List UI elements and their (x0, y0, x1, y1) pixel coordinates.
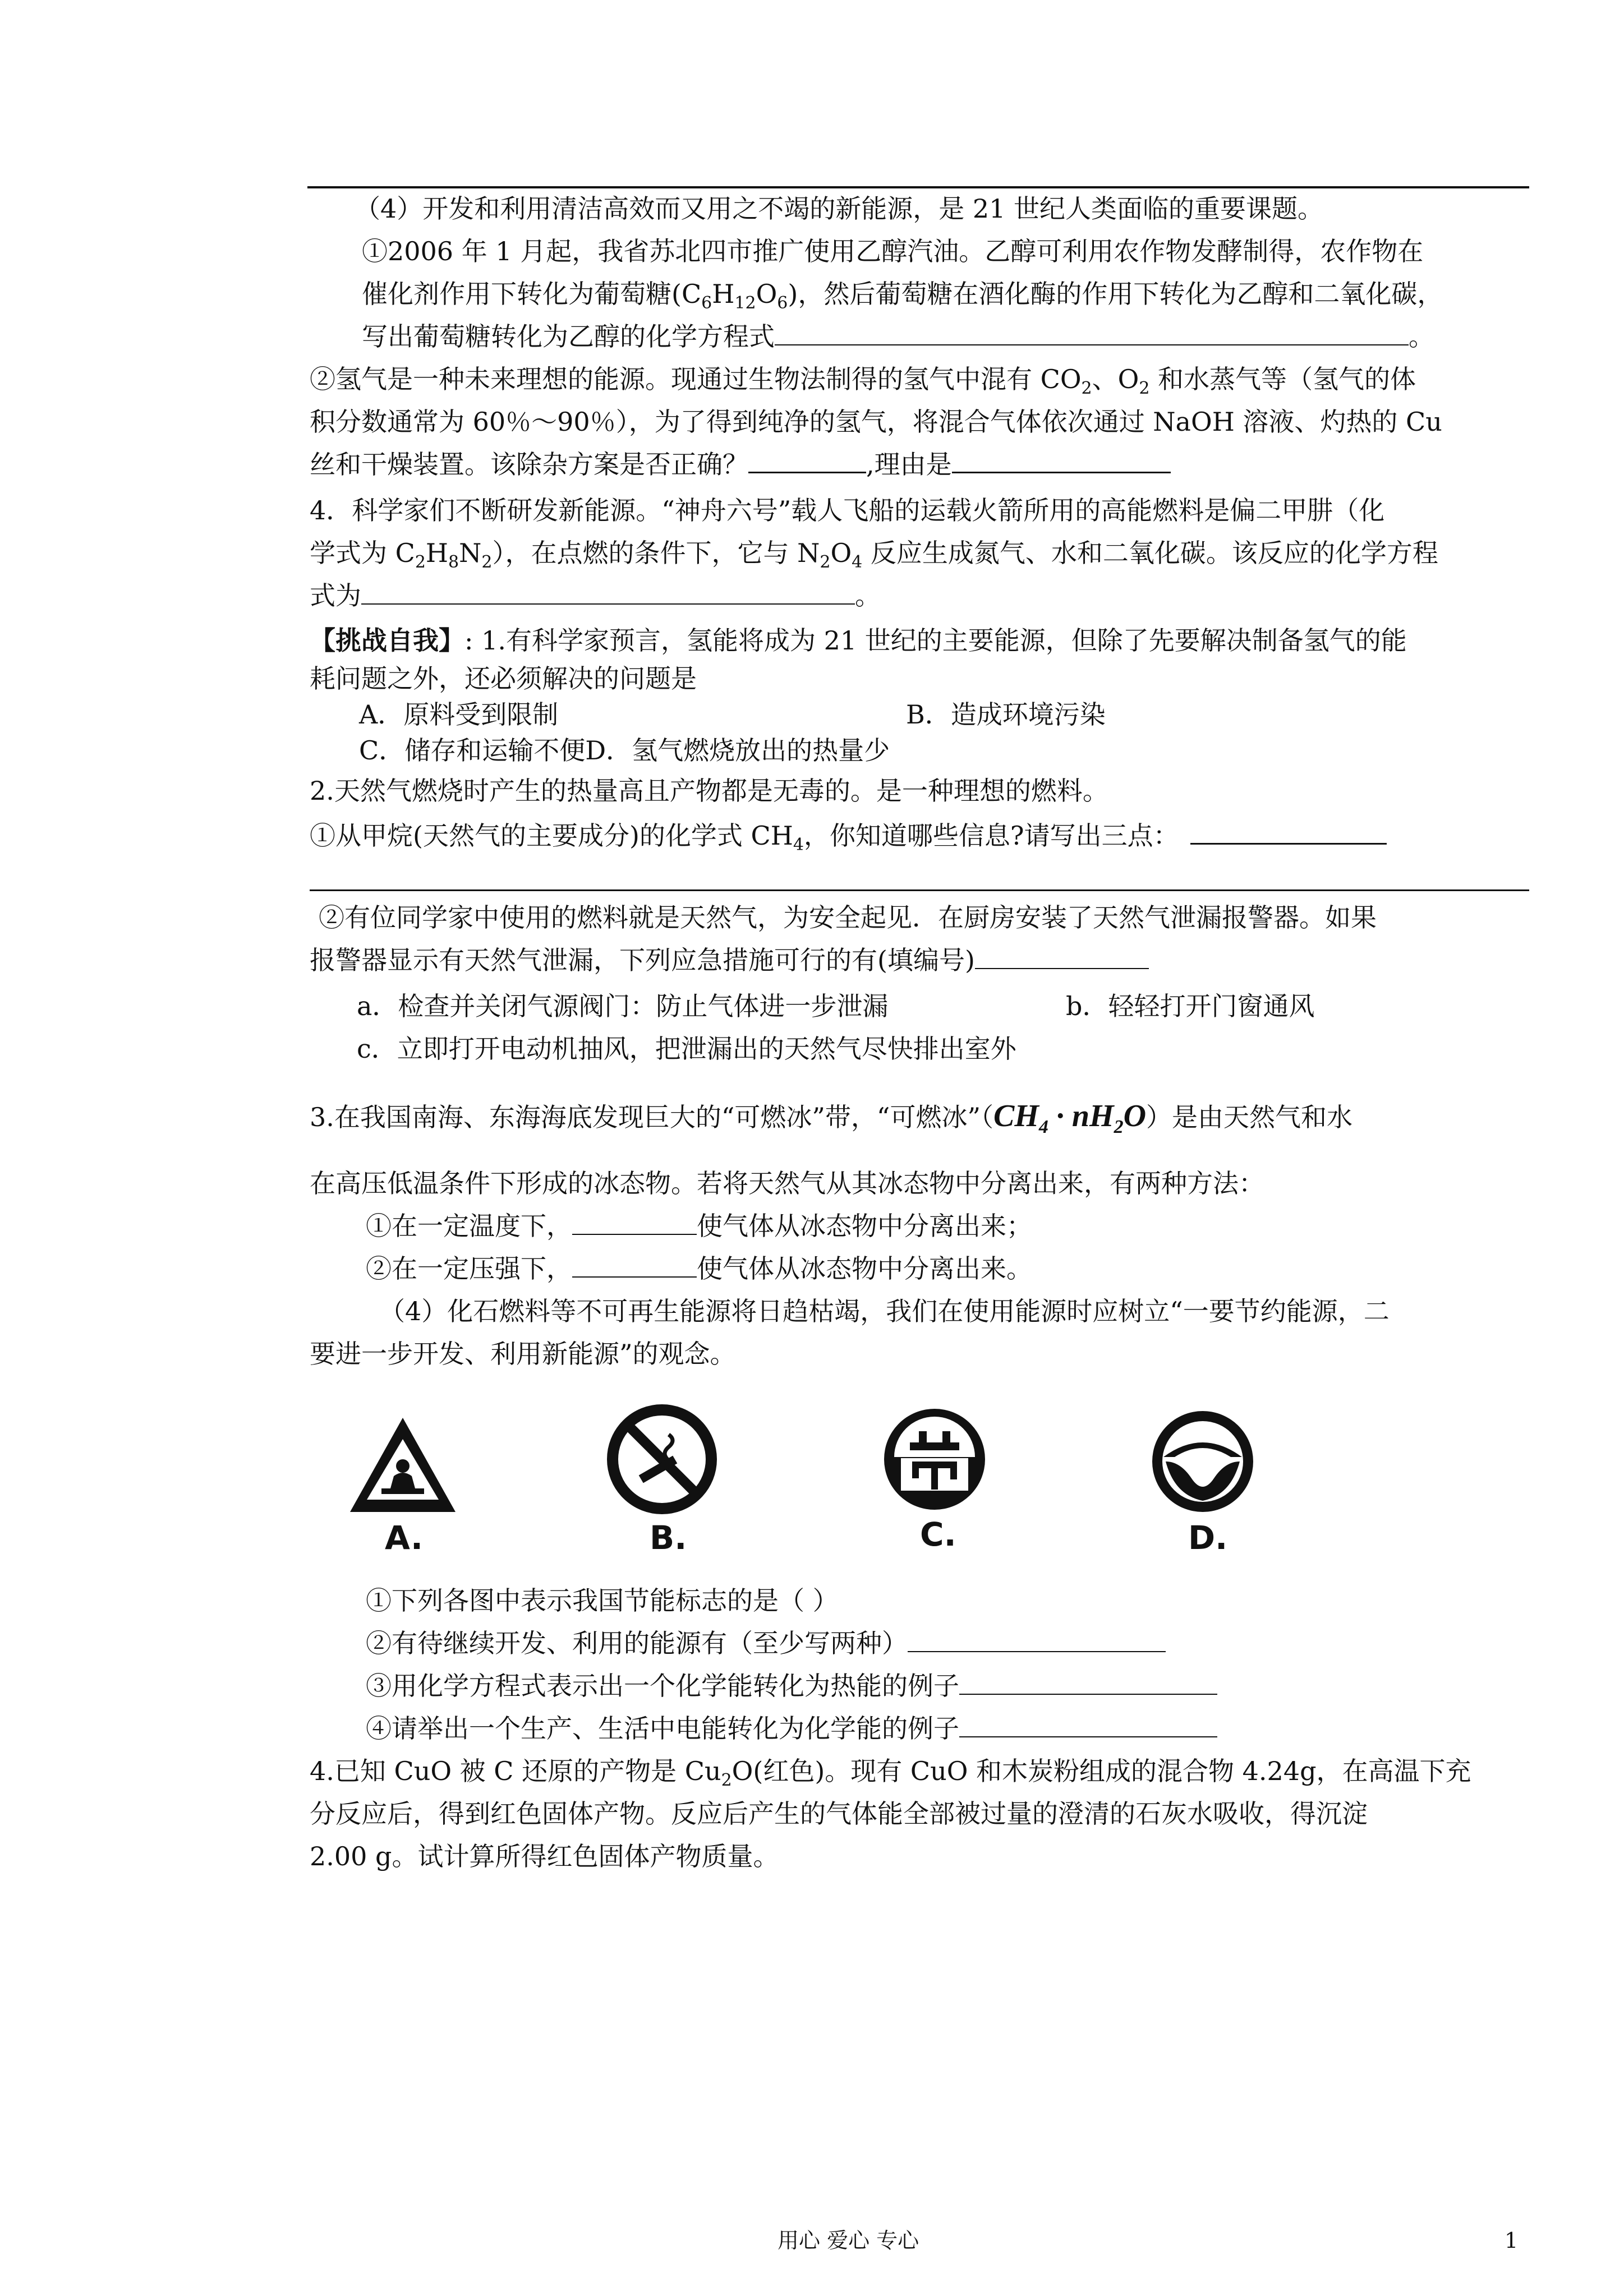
ethanol-line3: 写出葡萄糖转化为乙醇的化学方程式 。 (362, 321, 1434, 352)
methane-info-blank[interactable] (1190, 820, 1387, 845)
sign-d (1147, 1405, 1259, 1518)
water-saving-icon (1147, 1405, 1259, 1518)
q3-line1: 3.在我国南海、东海海底发现巨大的“可燃冰”带，“可燃冰$”(CH_4 \cdot nH_2O)$是由天然气和水 (310, 1099, 1353, 1137)
combustible-ice-formula: $CH_4 \cdot nH_2O$ (993, 1099, 1147, 1137)
rocket-equation-blank[interactable] (361, 581, 855, 605)
q2-line3: ②有位同学家中使用的燃料就是天然气，为安全起见．在厨房安装了天然气泄漏报警器。如果 (319, 902, 1377, 933)
sign-question-2: ②有待继续开发、利用的能源有（至少写两种） (366, 1626, 1166, 1660)
sign-c (878, 1403, 991, 1515)
footer-slogan: 用心 爱心 专心 (778, 2228, 919, 2253)
sign-question-4: ④请举出一个生产、生活中电能转化为化学能的例子 (366, 1712, 1217, 1745)
q3-method1: ①在一定温度下， 使气体从冰态物中分离出来； (366, 1211, 1032, 1241)
q3-line2: 在高压低温条件下形成的冰态物。若将天然气从其冰态物中分离出来，有两种方法： (310, 1168, 1264, 1198)
challenge-option-b: B．造成环境污染 (906, 699, 1106, 730)
q4c-line3: 2.00 g。试计算所得红色固体产物质量。 (310, 1841, 779, 1871)
reason-blank[interactable] (952, 449, 1171, 473)
sign-a (347, 1414, 459, 1515)
energy-sources-blank[interactable] (908, 1629, 1166, 1652)
q4-intro: （4）开发和利用清洁高效而又用之不竭的新能源，是 21 世纪人类面临的重要课题。 (355, 193, 1324, 224)
sign-a-label: A. (385, 1519, 423, 1557)
q4b-line1: 4．科学家们不断研发新能源。“神舟六号”载人飞船的运载火箭所用的高能燃料是偏二甲肼（化 (310, 495, 1385, 525)
hydrogen-line2: 积分数通常为 60％～90％），为了得到纯净的氢气，将混合气体依次通过 NaOH 溶液、灼热的 Cu (310, 407, 1442, 437)
q3-method2: ②在一定压强下， 使气体从冰态物中分离出来。 (366, 1253, 1032, 1284)
pressure-method-blank[interactable] (572, 1254, 697, 1278)
q2-line4: 报警器显示有天然气泄漏，下列应急措施可行的有(填编号) (310, 943, 1149, 977)
measures-blank[interactable] (975, 946, 1149, 969)
equation-answer-blank[interactable] (775, 322, 1409, 345)
q3-line5: （4）化石燃料等不可再生能源将日趋枯竭，我们在使用能源时应树立“一要节约能源，二 (379, 1296, 1390, 1326)
page-number: 1 (1505, 2228, 1519, 2253)
methane-info-blank-line2[interactable] (310, 889, 1529, 891)
sign-b (606, 1403, 718, 1515)
energy-saving-icon (878, 1403, 991, 1515)
q4c-line2: 分反应后，得到红色固体产物。反应后产生的气体能全部被过量的澄清的石灰水吸收，得沉淀 (310, 1799, 1368, 1829)
q4c-line1: 4.已知 CuO 被 C 还原的产物是 $Cu_2O$(红色)。现有 CuO 和木炭粉组成的混合物 4.24g，在高温下充 (310, 1756, 1471, 1790)
q2-line2: ①从甲烷(天然气的主要成分)的化学式 $CH_4$，你知道哪些信息?请写出三点： (310, 819, 1387, 862)
hydrogen-line1: ②氢气是一种未来理想的能源。现通过生物法制得的氢气中混有 $CO_2$、$O_2$ 和水蒸气等（氢气的体 (310, 364, 1416, 398)
challenge-line2: 耗问题之外，还必须解决的问题是 (310, 663, 697, 694)
electric-to-chem-blank[interactable] (959, 1714, 1217, 1737)
q4b-line2: 学式为 $C_2H_8N_2$），在点燃的条件下，它与 $N_2O_4$ 反应生成氮气、水和二氧化碳。该反应的化学方程 (310, 538, 1438, 572)
challenge-option-cd: C．储存和运输不便D．氢气燃烧放出的热量少 (359, 735, 890, 766)
q2-line1: 2.天然气燃烧时产生的热量高且产物都是无毒的。是一种理想的燃料。 (310, 776, 1108, 806)
sign-question-3: ③用化学方程式表示出一个化学能转化为热能的例子 (366, 1669, 1217, 1703)
ethanol-line1: ①2006 年 1 月起，我省苏北四市推广使用乙醇汽油。乙醇可利用农作物发酵制得，农作物在 (362, 236, 1424, 266)
scheme-correct-blank[interactable] (748, 449, 866, 473)
hydrogen-line3: 丝和干燥装置。该除杂方案是否正确？ ,理由是 (310, 448, 1171, 481)
temperature-method-blank[interactable] (572, 1211, 697, 1235)
chem-to-heat-blank[interactable] (959, 1671, 1217, 1695)
challenge-tag: 【挑战自我】 (310, 625, 464, 656)
no-smoking-icon (606, 1403, 718, 1515)
q3-line6: 要进一步开发、利用新能源”的观念。 (310, 1339, 736, 1369)
ethanol-line2: 催化剂作用下转化为葡萄糖$(C_6H_{12}O_6)$，然后葡萄糖在酒化酶的作用下转化为乙醇和二氧化碳， (362, 279, 1443, 313)
warning-triangle-icon (347, 1414, 459, 1515)
q2-option-a: a．检查并关闭气源阀门：防止气体进一步泄漏 (357, 991, 889, 1021)
header-rule (307, 186, 1529, 188)
sign-b-label: B. (650, 1519, 687, 1557)
sign-d-label: D. (1188, 1519, 1228, 1557)
challenge-option-a: A．原料受到限制 (359, 699, 559, 730)
q2-option-b: b．轻轻打开门窗通风 (1066, 991, 1315, 1021)
q2-option-c: c．立即打开电动机抽风，把泄漏出的天然气尽快排出室外 (357, 1034, 1016, 1064)
challenge-line1: 【挑战自我】: 1.有科学家预言，氢能将成为 21 世纪的主要能源，但除了先要解决制备氢气的能 (310, 625, 1407, 656)
q4b-line3: 式为 。 (310, 580, 881, 611)
sign-question-1: ①下列各图中表示我国节能标志的是（ ） (366, 1585, 839, 1616)
sign-c-label: C. (920, 1515, 956, 1553)
